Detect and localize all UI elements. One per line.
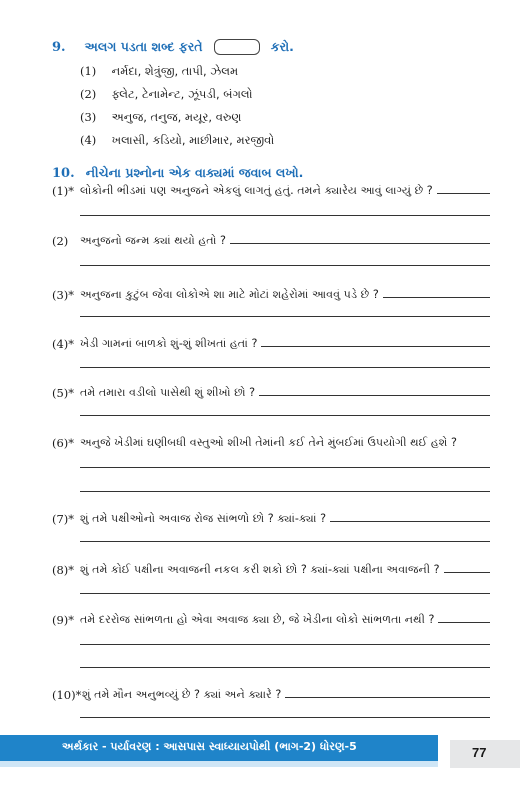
option-number: (1): [80, 64, 97, 78]
question-text: લોકોની ભીડમાં પણ અનુજને એકલું લાગતું હતું. તમને ક્યારેય આવું લાગ્યું છે ?: [80, 184, 433, 197]
question-text: શું તમે કોઈ પક્ષીના અવાજની નકલ કરી શકો છો ? ક્યાં-ક્યાં પક્ષીના અવાજની ?: [80, 563, 440, 576]
answer-line[interactable]: [80, 541, 490, 542]
question-9-title-end: કરો.: [270, 39, 294, 54]
answer-line[interactable]: [80, 265, 490, 266]
question-number: (9)*: [52, 613, 75, 627]
answer-line[interactable]: [444, 572, 490, 573]
question-10-number: 10.: [52, 166, 75, 181]
question-number: (6)*: [52, 436, 75, 450]
page-number-tab: [450, 740, 520, 768]
circle-answer-box: [214, 39, 260, 55]
question-number: (4)*: [52, 337, 75, 351]
question-row: [52, 184, 490, 198]
question-10-title: નીચેના પ્રશ્નોના એક વાક્યમાં જવાબ લખો.: [85, 165, 304, 180]
question-row: [52, 337, 490, 351]
question-row: [52, 563, 490, 577]
answer-line[interactable]: [80, 367, 490, 368]
question-row: [52, 234, 490, 248]
question-row: [52, 386, 490, 400]
question-text: ખેડી ગામનાં બાળકો શું-શું શીખતાં હતાં ?: [80, 337, 258, 350]
option-number: (3): [80, 110, 97, 124]
question-text: તમે દરરોજ સાંભળતા હો એવા અવાજ ક્યા છે, જે ખેડીના લોકો સાંભળતા નથી ?: [80, 613, 435, 626]
question-row: [52, 436, 490, 450]
option-3: [80, 110, 241, 125]
question-text: અનુજે ખેડીમાં ઘણીબધી વસ્તુઓ શીખી તેમાંની કઈ તેને મુંબઈમાં ઉપયોગી થઈ હશે ?: [80, 436, 457, 449]
question-row: [52, 613, 490, 627]
option-text: અનુજ, તનુજ, મયૂર, વરુણ: [111, 110, 242, 124]
question-row: [52, 688, 490, 702]
answer-line[interactable]: [437, 193, 490, 194]
question-number: (1)*: [52, 184, 75, 198]
question-text: અનુજનો જન્મ ક્યાં થયો હતો ?: [80, 234, 226, 247]
question-9-number: 9.: [52, 40, 66, 55]
answer-line[interactable]: [80, 667, 490, 668]
question-number: (2): [52, 234, 69, 248]
answer-line[interactable]: [261, 346, 490, 347]
option-number: (4): [80, 133, 97, 147]
answer-line[interactable]: [80, 644, 490, 645]
answer-line[interactable]: [80, 215, 490, 216]
answer-line[interactable]: [285, 697, 490, 698]
option-text: ફ્લેટ, ટેનામેન્ટ, ઝૂંપડી, બંગલો: [111, 87, 253, 101]
option-number: (2): [80, 87, 97, 101]
option-text: નર્મદા, શેત્રુંજી, તાપી, ઝેલમ: [111, 64, 239, 78]
footer-banner: [0, 735, 438, 761]
answer-line[interactable]: [80, 316, 490, 317]
footer-stripe: [0, 761, 438, 767]
answer-line[interactable]: [230, 243, 490, 244]
question-number: (7)*: [52, 512, 75, 526]
question-row: [52, 288, 490, 302]
option-4: [80, 133, 274, 148]
question-number: (10)*: [52, 688, 82, 702]
answer-line[interactable]: [383, 297, 490, 298]
answer-line[interactable]: [438, 622, 490, 623]
question-9-heading: [52, 36, 294, 55]
option-text: ખલાસી, કડિયો, માછીમાર, મરજીવો: [111, 133, 275, 147]
answer-line[interactable]: [80, 717, 490, 718]
answer-line[interactable]: [259, 395, 490, 396]
answer-line[interactable]: [80, 415, 490, 416]
question-number: (8)*: [52, 563, 75, 577]
question-text: અનુજના કુટુંબ જેવા લોકોએ શા માટે મોટાં શહેરોમાં આવવું પડે છે ?: [80, 288, 379, 301]
question-row: [52, 512, 490, 526]
question-text: શું તમે મૌન અનુભવ્યું છે ? ક્યાં અને ક્યારે ?: [82, 688, 282, 701]
question-9-title: અલગ પડતા શબ્દ ફરતે: [84, 39, 203, 54]
option-2: [80, 87, 253, 102]
answer-line[interactable]: [80, 467, 490, 468]
answer-line[interactable]: [80, 491, 490, 492]
question-10-heading: [52, 162, 303, 181]
answer-line[interactable]: [330, 521, 490, 522]
question-text: શું તમે પક્ષીઓનો અવાજ રોજ સાંભળો છો ? ક્યાં-ક્યાં ?: [80, 512, 327, 525]
question-number: (5)*: [52, 386, 75, 400]
answer-line[interactable]: [80, 593, 490, 594]
question-number: (3)*: [52, 288, 75, 302]
book-title: અર્થકાર - પર્યાવરણ : આસપાસ સ્વાધ્યાયપોથી (ભાગ-2) ધોરણ-5: [62, 740, 357, 753]
page-number: 77: [472, 745, 487, 760]
question-text: તમે તમારા વડીલો પાસેથી શું શીખો છો ?: [80, 386, 256, 399]
option-1: [80, 64, 238, 79]
